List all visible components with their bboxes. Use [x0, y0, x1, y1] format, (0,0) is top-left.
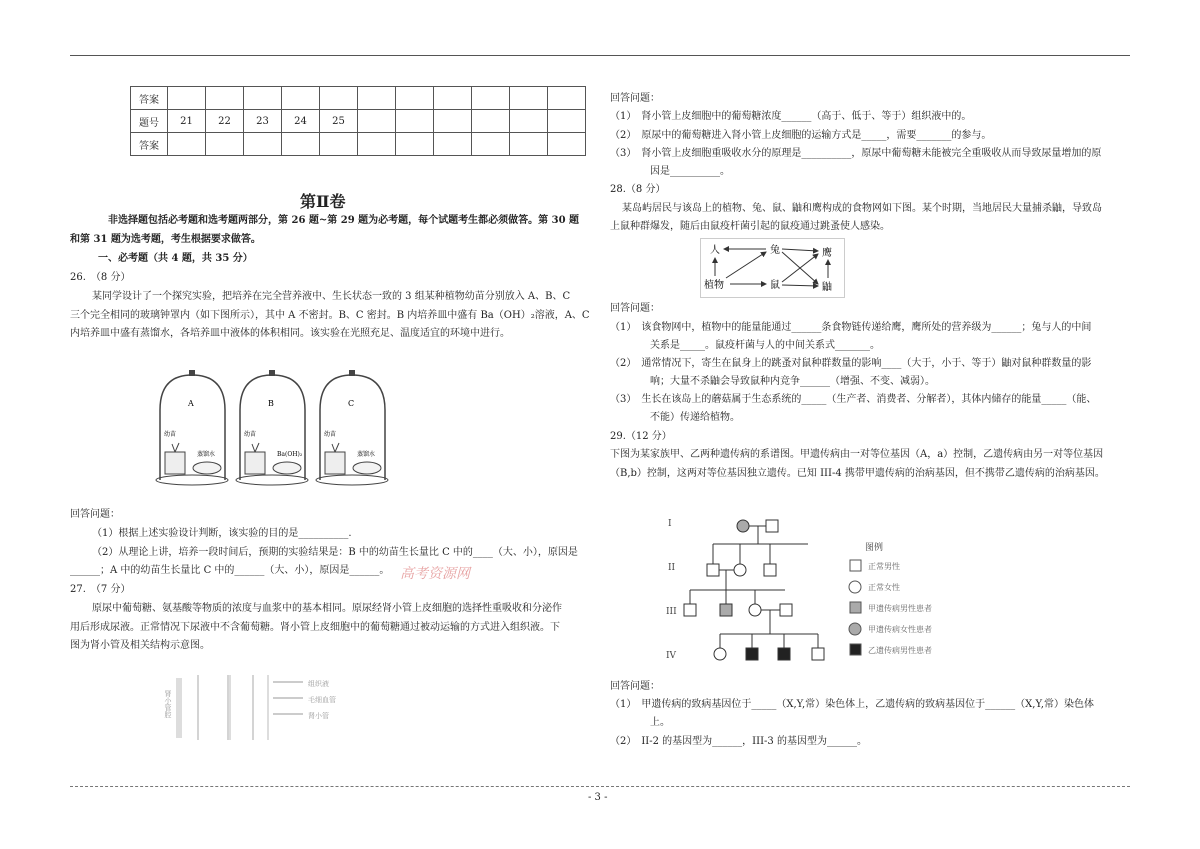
answer-table-cell [510, 87, 548, 110]
q27-ask: 回答问题： [610, 93, 660, 104]
q27-body-2: 用后形成尿液。正常情况下尿液中不含葡萄糖。肾小管上皮细胞中的葡萄糖通过被动运输的方式进入组织液。下 [70, 622, 560, 633]
instructions-line-1: 非选择题包括必考题和选考题两部分，第 26 题~第 29 题为必考题，每个试题考生都必须做答。第 30 题 [108, 215, 580, 226]
q28-item-1: （1） 该食物网中，植物中的能量能通过______条食物链传递给鹰，鹰所处的营养级为______；兔与人的中间 [610, 322, 1092, 333]
legend-disease-b-male: 乙遗传病男性患者 [868, 646, 932, 655]
top-rule [70, 55, 1130, 56]
food-web-weasel: 鼬 [822, 282, 832, 293]
q27-body-1: 原尿中葡萄糖、氨基酸等物质的浓度与血浆中的基本相同。原尿经肾小管上皮细胞的选择性重吸收和分泌作 [92, 603, 562, 614]
answer-table-cell [358, 133, 396, 156]
seedling-pot [325, 452, 345, 474]
q27-heading: 27. （7 分） [70, 584, 131, 595]
tubule-label-tubule: 肾小管 [308, 712, 329, 720]
q27-item-2: （2） 原尿中的葡萄糖进入肾小管上皮细胞的运输方式是_____，需要_______的参与。 [610, 130, 992, 141]
q27-item-1: （1） 肾小管上皮细胞中的葡萄糖浓度______（高于、低于、等于）组织液中的。 [610, 111, 972, 122]
bell-jar-base [236, 475, 308, 485]
answer-table-cell [548, 110, 586, 133]
bell-jar-figure [155, 370, 395, 490]
answer-table-cell: 答案 [131, 133, 168, 156]
answer-table-cell [548, 133, 586, 156]
legend-disease-a-female: 甲遗传病女性患者 [868, 625, 932, 634]
dish-label: Ba(OH)₂ [277, 451, 303, 458]
answer-table-cell [510, 110, 548, 133]
seedling-icon [252, 443, 259, 452]
answer-table-cell [548, 87, 586, 110]
culture-dish [193, 462, 221, 474]
answer-table-cell: 23 [244, 110, 282, 133]
section-title: 第Ⅱ卷 [300, 192, 346, 211]
q28-item-2: 关系是_____。鼠疫杆菌与人的中间关系式_______。 [610, 340, 880, 351]
q28-body-2: 上鼠种群爆发，随后由鼠疫杆菌引起的鼠疫通过跳蚤使人感染。 [610, 221, 890, 232]
q26-body-3: 内培养皿中盛有蒸馏水，各培养皿中液体的体积相同。该实验在光照充足、温度适宜的环境中进行。 [70, 328, 510, 339]
tubule-figure [164, 670, 348, 750]
answer-table-cell [206, 87, 244, 110]
answer-table-cell: 答案 [131, 87, 168, 110]
q28-body-1: 某岛屿居民与该岛上的植物、兔、鼠、鼬和鹰构成的食物网如下图。某个时期，当地居民大量捕杀鼬，导致岛 [622, 203, 1102, 214]
answer-table-cell [168, 133, 206, 156]
answer-table-cell: 题号 [131, 110, 168, 133]
tubule-label-fluid: 组织液 [308, 680, 329, 688]
q29-item-1: （1） 甲遗传病的致病基因位于_____（X,Y,常）染色体上，乙遗传病的致病基因位于______（X,Y,常）染色体 [610, 699, 1094, 710]
jar-label: A [188, 399, 194, 408]
seedling-icon [172, 443, 179, 452]
legend-title: 图例 [865, 543, 884, 553]
q29-heading: 29.（12 分） [610, 431, 672, 442]
answer-table-cell: 24 [282, 110, 320, 133]
q29-item-2: 上。 [610, 717, 670, 728]
answer-table-cell [206, 133, 244, 156]
q26-heading: 26. （8 分） [70, 272, 131, 283]
answer-table-cell: 21 [168, 110, 206, 133]
seedling-label: 幼苗 [164, 431, 177, 438]
food-web-figure [700, 238, 845, 298]
food-web-plant: 植物 [704, 280, 724, 291]
answer-table-cell [244, 133, 282, 156]
generation-3: III [666, 607, 677, 617]
bottom-rule [70, 786, 1130, 787]
q28-item-3: （2） 通常情况下，寄生在鼠身上的跳蚤对鼠种群数量的影响____（大于，小于、等于）鼬对鼠种群数量的影 [610, 358, 1092, 369]
food-web-eagle: 鹰 [822, 248, 832, 259]
answer-table-cell [320, 87, 358, 110]
answer-table-cell [320, 133, 358, 156]
answer-table-cell [168, 87, 206, 110]
seedling-icon [332, 443, 339, 452]
tubule-label-capillary: 毛细血管 [308, 696, 336, 704]
answer-table-cell [472, 110, 510, 133]
q29-item-3: （2） II-2 的基因型为______，III-3 的基因型为______。 [610, 736, 867, 747]
culture-dish [273, 462, 301, 474]
seedling-pot [245, 452, 265, 474]
bell-jar-knob [269, 370, 275, 376]
answer-table-cell [396, 133, 434, 156]
generation-1: I [668, 519, 672, 529]
food-web-person: 人 [710, 245, 720, 256]
answer-table-cell [434, 133, 472, 156]
legend-normal-female: 正常女性 [868, 583, 900, 592]
culture-dish [353, 462, 381, 474]
dish-label: 蒸馏水 [197, 451, 216, 458]
q26-item-3: ______；A 中的幼苗生长量比 C 中的______（大、小），原因是______。 [70, 565, 390, 576]
q28-item-4: 响；大量不杀鼬会导致鼠种内竞争______（增强、不变、减弱）。 [610, 376, 935, 387]
q28-item-5: （3） 生长在该岛上的蘑菇属于生态系统的_____（生产者、消费者、分解者），其体内储存的能量_____（能、 [610, 394, 1097, 405]
food-web-rabbit: 兔 [770, 245, 780, 256]
answer-table-cell [472, 133, 510, 156]
q26-body-2: 三个完全相同的玻璃钟罩内（如下图所示），其中 A 不密封。B、C 密封。B 内培养皿中盛有 Ba（OH）₂溶液，A、C [70, 310, 590, 321]
q28-item-6: 不能）传递给植物。 [610, 412, 740, 423]
answer-table-cell: 25 [320, 110, 358, 133]
q29-body-2: （B,b）控制，这两对等位基因独立遗传。已知 III-4 携带甲遗传病的治病基因，但不携带乙遗传病的治病基因。 [610, 468, 1105, 479]
watermark: 高考资源网 [400, 566, 470, 582]
legend-normal-male: 正常男性 [868, 562, 900, 571]
answer-table-cell: 22 [206, 110, 244, 133]
bell-jar-knob [189, 370, 195, 376]
answer-table-cell [282, 133, 320, 156]
bell-jar-knob [349, 370, 355, 376]
generation-2: II [668, 563, 676, 573]
jar-label: C [348, 399, 355, 408]
answer-table-cell [358, 87, 396, 110]
pedigree-figure [660, 510, 980, 675]
answer-table-cell [434, 87, 472, 110]
q29-ask: 回答问题： [610, 681, 660, 692]
answer-table-cell [396, 87, 434, 110]
q27-item-3: （3） 肾小管上皮细胞重吸收水分的原理是__________，原尿中葡萄糖未能被完全重吸收从而导致尿量增加的原 [610, 148, 1102, 159]
legend-disease-a-male: 甲遗传病男性患者 [868, 604, 932, 613]
dish-label: 蒸馏水 [357, 451, 376, 458]
q26-body-1: 某同学设计了一个探究实验，把培养在完全营养液中、生长状态一致的 3 组某种植物幼苗分别放入 A、B、C [92, 291, 571, 302]
q26-item-1: （1）根据上述实验设计判断，该实验的目的是__________. [92, 528, 352, 539]
seedling-pot [165, 452, 185, 474]
generation-4: IV [666, 651, 677, 661]
bell-jar-base [156, 475, 228, 485]
seedling-label: 幼苗 [324, 431, 337, 438]
answer-table-cell [434, 110, 472, 133]
q27-body-3: 图为肾小管及相关结构示意图。 [70, 640, 210, 651]
q28-heading: 28.（8 分） [610, 184, 666, 195]
q28-ask: 回答问题： [610, 303, 660, 314]
instructions-line-2: 和第 31 题为选考题，考生根据要求做答。 [70, 234, 261, 245]
page-number: - 3 - [588, 792, 608, 803]
answer-table [130, 86, 586, 156]
answer-table-cell [472, 87, 510, 110]
q26-item-2: （2）从理论上讲，培养一段时间后，预期的实验结果是：B 中的幼苗生长量比 C 中的____（大、小），原因是 [92, 547, 578, 558]
answer-table-cell [396, 110, 434, 133]
food-web-mouse: 鼠 [770, 280, 780, 291]
answer-table-cell [358, 110, 396, 133]
tubule-label-lumen: 肾小管腔 [164, 690, 172, 718]
answer-table-cell [282, 87, 320, 110]
q29-body-1: 下图为某家族甲、乙两种遗传病的系谱图。甲遗传病由一对等位基因（A，a）控制，乙遗传病由另一对等位基因 [610, 449, 1104, 460]
q27-item-4: 因是__________。 [610, 166, 730, 177]
seedling-label: 幼苗 [244, 431, 257, 438]
answer-table-cell [510, 133, 548, 156]
subsection-heading: 一、必考题（共 4 题，共 35 分） [98, 253, 253, 264]
q26-ask: 回答问题： [70, 509, 120, 520]
jar-label: B [268, 399, 274, 408]
bell-jar-base [316, 475, 388, 485]
answer-table-cell [244, 87, 282, 110]
